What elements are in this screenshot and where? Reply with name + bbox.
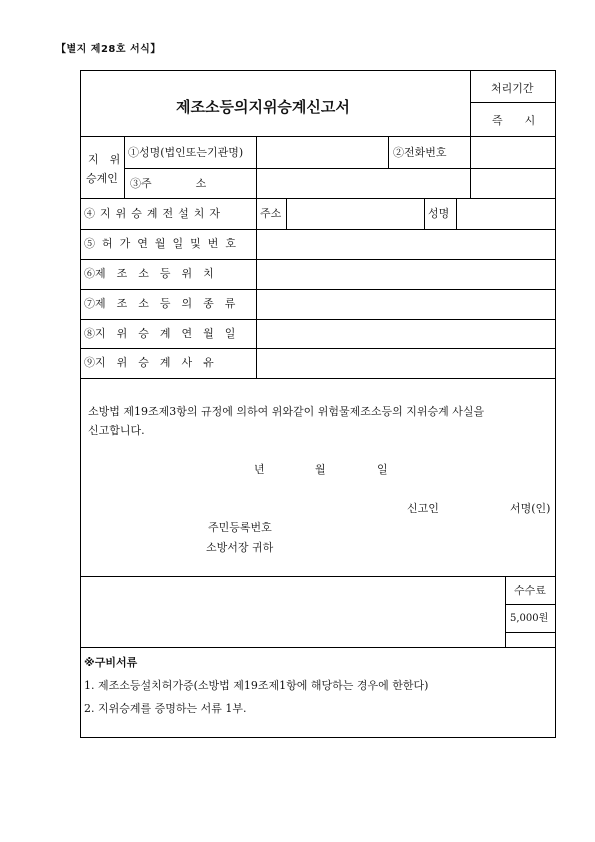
month-label: 월 <box>315 463 326 476</box>
rule <box>456 198 457 229</box>
fee-value: 5,000원 <box>510 613 549 624</box>
succession-date-label: ⑧지 위 승 계 연 월 일 <box>84 327 236 340</box>
successor-address-label: ③주 소 <box>130 177 207 190</box>
resident-number-label: 주민등록번호 <box>208 521 272 534</box>
rule <box>80 348 556 349</box>
successor-phone-label: ②전화번호 <box>393 146 447 159</box>
rule <box>80 259 556 260</box>
rule <box>124 168 556 169</box>
rule <box>256 136 257 378</box>
rule <box>424 198 425 229</box>
rule <box>505 604 556 605</box>
rule <box>80 576 556 577</box>
rule <box>505 576 506 647</box>
rule <box>470 102 556 103</box>
rule <box>388 136 389 168</box>
previous-holder-address-label: 주소 <box>260 207 282 220</box>
successor-label-line1: 지 위 <box>88 153 121 166</box>
rule <box>80 229 556 230</box>
declaration-line-1: 소방법 제19조제3항의 규정에 의하여 위와같이 위험물제조소등의 지위승계 사실을 <box>88 405 485 418</box>
day-label: 일 <box>377 463 388 476</box>
form-frame <box>80 70 556 738</box>
form-title: 제조소등의지위승계신고서 <box>176 98 350 116</box>
processing-period-label: 처리기간 <box>491 82 534 95</box>
required-document-1: 1. 제조소등설치허가증(소방법 제19조제1항에 해당하는 경우에 한한다) <box>84 679 429 692</box>
facility-type-label: ⑦제 조 소 등 의 종 류 <box>84 297 236 310</box>
form-reference: 【별지 제28호 서식】 <box>56 44 161 55</box>
rule <box>470 70 471 198</box>
addressee-label: 소방서장 귀하 <box>206 541 274 554</box>
previous-holder-label: ④지위승계전설치자 <box>84 207 226 220</box>
rule <box>124 136 125 198</box>
previous-holder-name-label: 성명 <box>428 207 450 220</box>
rule <box>80 289 556 290</box>
rule <box>80 319 556 320</box>
required-documents-heading: ※구비서류 <box>84 656 138 669</box>
rule <box>80 647 556 648</box>
succession-reason-label: ⑨지 위 승 계 사 유 <box>84 356 214 369</box>
permit-date-number-label: ⑤허가연월일및번호 <box>84 237 244 250</box>
rule <box>80 198 556 199</box>
rule <box>505 632 556 633</box>
successor-name-label: ①성명(법인또는기관명) <box>128 146 244 159</box>
rule <box>80 378 556 379</box>
successor-label-line2: 승계인 <box>86 172 118 185</box>
processing-period-value: 즉 시 <box>492 114 536 127</box>
rule <box>80 136 556 137</box>
rule <box>286 198 287 229</box>
declaration-line-2: 신고합니다. <box>88 424 145 437</box>
fee-label: 수수료 <box>514 584 546 597</box>
year-label: 년 <box>254 463 265 476</box>
required-document-2: 2. 지위승계를 증명하는 서류 1부. <box>84 702 247 715</box>
reporter-label: 신고인 <box>407 502 439 515</box>
facility-location-label: ⑥제 조 소 등 위 치 <box>84 267 214 280</box>
signature-label: 서명(인) <box>510 502 551 515</box>
